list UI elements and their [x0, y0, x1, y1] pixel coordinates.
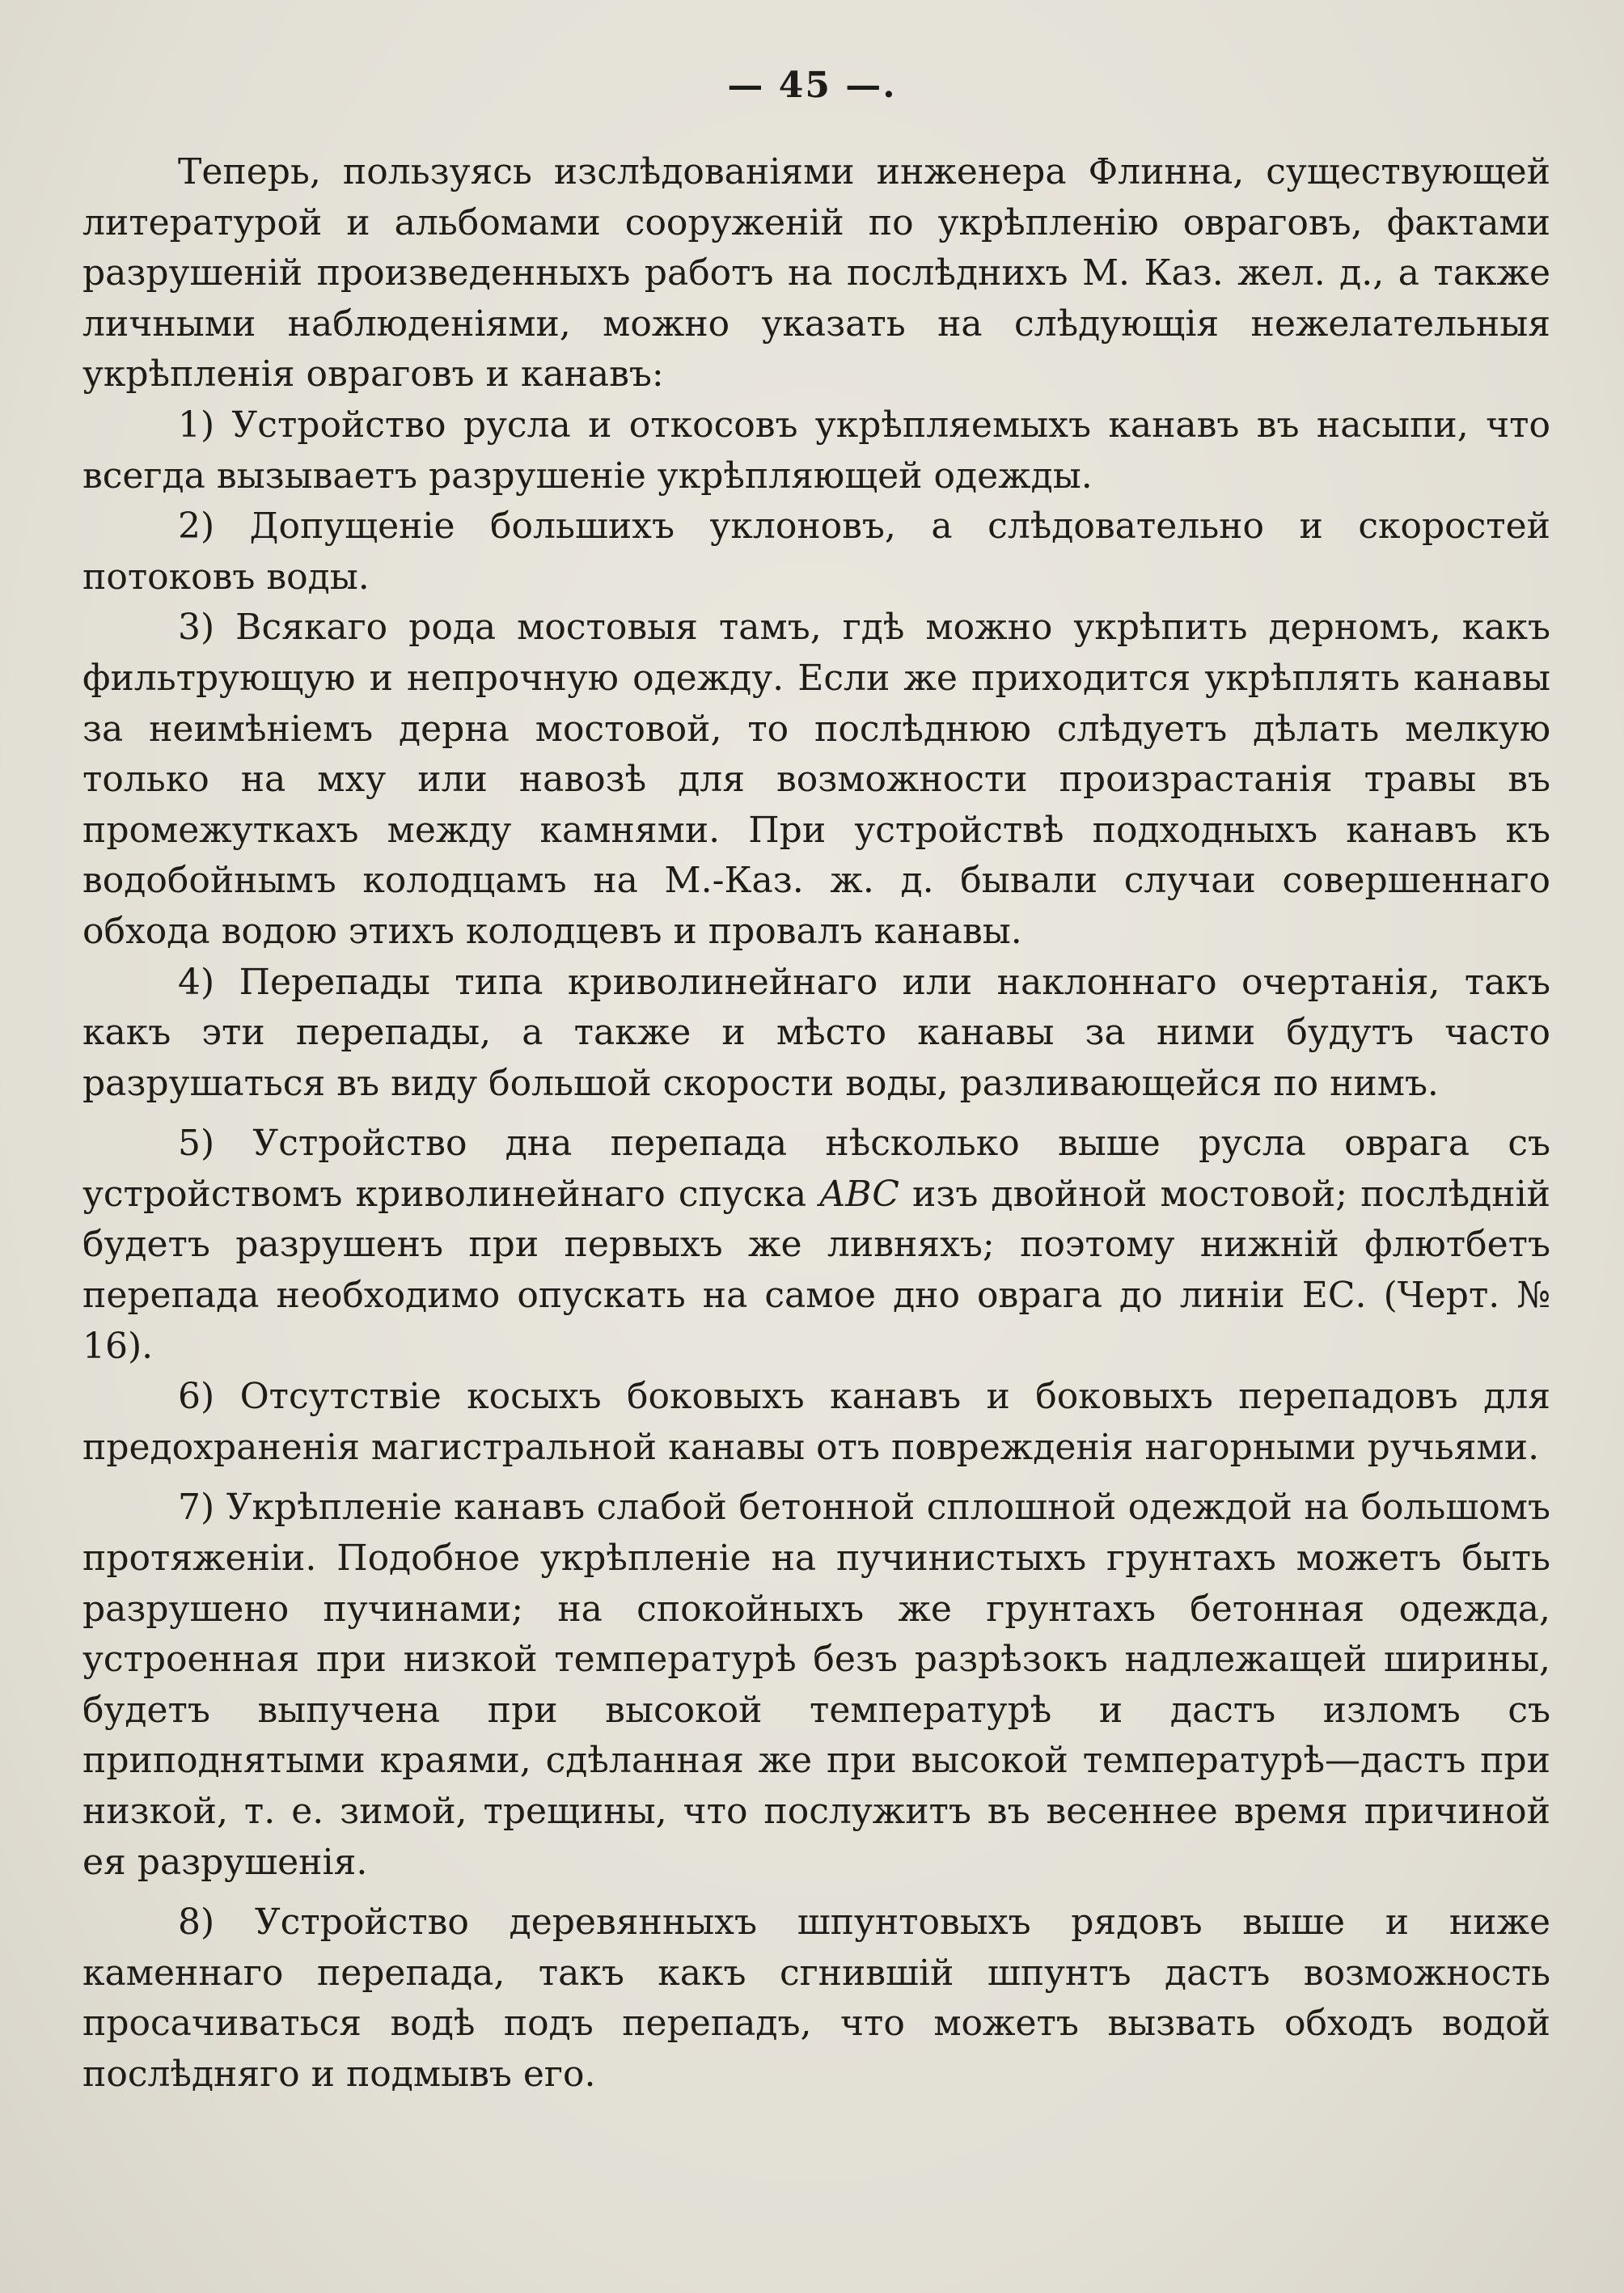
list-item-5: [82, 1119, 1550, 1372]
list-item-1: 1) Устройство русла и откосовъ укрѣпляемыхъ канавъ въ насыпи, что всегда вызываетъ разрушеніе укрѣпляющей одежды.: [82, 404, 1550, 497]
list-item-6: 6) Отсутствіе косыхъ боковыхъ канавъ и боковыхъ перепадовъ для предохраненія магистральной канавы отъ поврежденія нагорными ручьями.: [82, 1376, 1550, 1468]
list-item-3: 3) Всякаго рода мостовыя тамъ, гдѣ можно укрѣпить дерномъ, какъ фильтрующую и непрочную одежду. Если же приходится укрѣплять канавы за неимѣніемъ дерна мостовой, то послѣднюю слѣдуетъ дѣлать мелкую только на мху или навозѣ для возможности произрастанія травы въ промежуткахъ между камнями. При устройствѣ подходныхъ канавъ къ водобойнымъ колодцамъ на М.-Каз. ж. д. бывали случаи совершеннаго обхода водою этихъ колодцевъ и провалъ канавы.: [82, 607, 1550, 952]
curve-label-abc: ABC: [819, 1173, 899, 1215]
paragraph-intro: Теперь, пользуясь изслѣдованіями инженера Флинна, существующей литературой и альбомами сооруженій по укрѣпленію овраговъ, фактами разрушеній произведенныхъ работъ на послѣднихъ М. Каз. жел. д., а также личными наблюденіями, можно указать на слѣдующія нежелательныя укрѣпленія овраговъ и канавъ:: [82, 151, 1550, 396]
page-number: — 45 —.: [727, 65, 897, 106]
body-text: [82, 147, 1550, 2101]
list-item-5-after: изъ двойной мостовой; послѣдній будетъ разрушенъ при первыхъ же ливняхъ; поэтому нижній флютбетъ перепада необходимо опускать на самое дно оврага до линіи ЕС. (Черт. № 16).: [82, 1173, 1550, 1367]
list-item-5-before: 5) Устройство дна перепада нѣсколько выше русла оврага съ устройствомъ криволинейнаго спуска: [82, 1123, 1550, 1215]
list-item-4: 4) Перепады типа криволинейнаго или наклоннаго очертанія, такъ какъ эти перепады, а также и мѣсто канавы за ними будутъ часто разрушаться въ виду большой скорости воды, разливающейся по нимъ.: [82, 961, 1550, 1104]
list-item-2: 2) Допущеніе большихъ уклоновъ, а слѣдовательно и скоростей потоковъ воды.: [82, 506, 1550, 598]
list-item-8: 8) Устройство деревянныхъ шпунтовыхъ рядовъ выше и ниже каменнаго перепада, такъ какъ сгнившій шпунтъ дастъ возможность просачиваться водѣ подъ перепадъ, что можетъ вызвать обходъ водой послѣдняго и подмывъ его.: [82, 1902, 1550, 2095]
list-item-7: 7) Укрѣпленіе канавъ слабой бетонной сплошной одеждой на большомъ протяженіи. Подобное укрѣпленіе на пучинистыхъ грунтахъ можетъ быть разрушено пучинами; на спокойныхъ же грунтахъ бетонная одежда, устроенная при низкой температурѣ безъ разрѣзокъ надлежащей ширины, будетъ выпучена при высокой температурѣ и дастъ изломъ съ приподнятыми краями, сдѣланная же при высокой температурѣ—дастъ при низкой, т. е. зимой, трещины, что послужитъ въ весеннее время причиной ея разрушенія.: [82, 1487, 1550, 1883]
